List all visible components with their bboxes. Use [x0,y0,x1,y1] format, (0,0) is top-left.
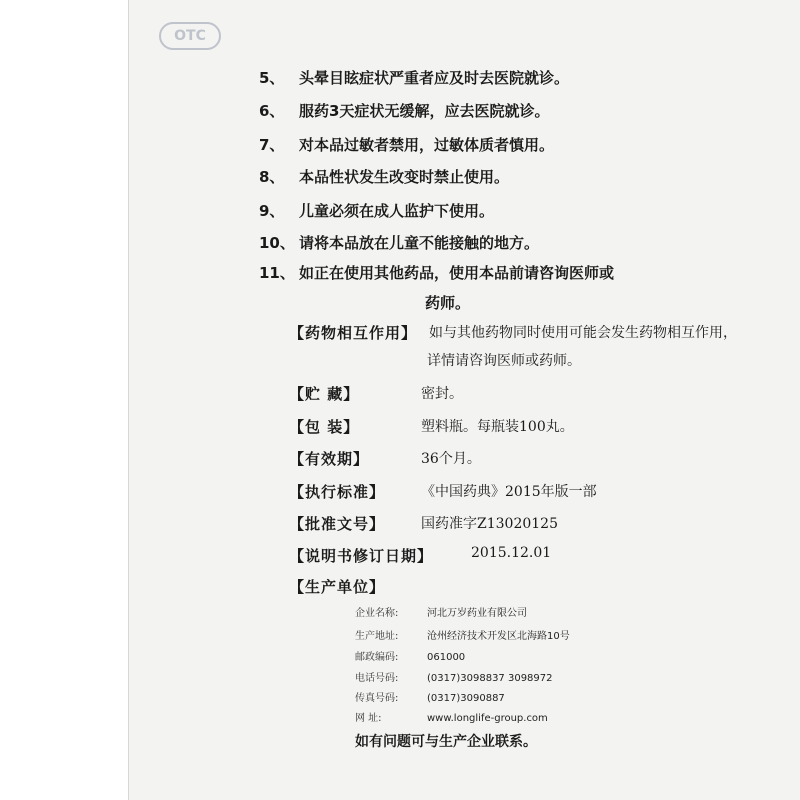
warning-number: 7、 [259,136,285,154]
company-value: (0317)3090887 [427,693,505,704]
warning-text: 服药3天症状无缓解，应去医院就诊。 [299,102,550,120]
warning-number: 10、 [259,234,295,252]
field-value: 密封。 [421,386,463,402]
field-label: 【包 装】 [289,418,360,436]
warning-text: 请将本品放在儿童不能接触的地方。 [299,234,540,252]
otc-badge: OTC [159,22,221,50]
company-fax-row [355,689,505,704]
field-label: 【生产单位】 [289,578,386,596]
field-drug-interaction [289,322,737,343]
warning-number: 5、 [259,69,285,87]
warning-text: 本品性状发生改变时禁止使用。 [299,168,510,186]
warning-item [259,232,539,253]
company-phone-row [355,669,553,684]
field-revision-date [289,545,552,566]
warning-item [259,262,614,283]
company-key: 网 址: [355,713,382,724]
field-manufacturer [289,576,385,597]
warning-text: 头晕目眩症状严重者应及时去医院就诊。 [299,69,570,87]
field-label: 【贮 藏】 [289,385,360,403]
warning-number: 8、 [259,168,285,186]
company-key: 生产地址: [355,631,399,642]
field-value: 36个月。 [421,451,481,467]
contact-note: 如有问题可与生产企业联系。 [355,734,537,750]
company-key: 邮政编码: [355,652,399,663]
field-value-continued: 详情请咨询医师或药师。 [427,353,581,369]
company-value: www.longlife-group.com [427,713,548,724]
company-value: 061000 [427,652,466,663]
warning-number: 9、 [259,202,285,220]
field-value: 2015.12.01 [471,545,552,561]
field-value: 如与其他药物同时使用可能会发生药物相互作用， [429,325,737,341]
warning-text-continued: 药师。 [425,294,471,312]
warning-text: 对本品过敏者禁用，过敏体质者慎用。 [299,136,555,154]
field-label: 【执行标准】 [289,483,386,501]
warning-item [259,200,494,221]
field-label: 【药物相互作用】 [289,324,418,342]
field-standard [289,481,597,502]
company-value: 沧州经济技术开发区北海路10号 [427,631,570,642]
company-address-row [355,627,570,642]
company-key: 电话号码: [355,673,399,684]
field-storage [289,383,463,404]
company-key: 企业名称: [355,608,399,619]
company-key: 传真号码: [355,693,399,704]
warning-text: 如正在使用其他药品，使用本品前请咨询医师或 [299,264,615,282]
warning-item [259,67,569,88]
field-approval-number [289,513,558,534]
warning-text: 儿童必须在成人监护下使用。 [299,202,495,220]
company-name-row [355,604,527,619]
company-value: 河北万岁药业有限公司 [427,608,527,619]
field-value: 塑料瓶。每瓶装100丸。 [421,419,574,435]
field-label: 【说明书修订日期】 [289,547,434,565]
leaflet-page [128,0,800,800]
company-value: (0317)3098837 3098972 [427,673,553,684]
warning-item [259,166,509,187]
field-label: 【批准文号】 [289,515,386,533]
field-value: 《中国药典》2015年版一部 [421,484,597,500]
warning-number: 6、 [259,102,285,120]
warning-item [259,134,554,155]
field-value: 国药准字Z13020125 [421,516,558,532]
company-postcode-row [355,648,465,663]
field-package [289,416,574,437]
warning-number: 11、 [259,264,295,282]
field-label: 【有效期】 [289,450,370,468]
warning-item [259,100,549,121]
field-validity [289,448,481,469]
company-website-row [355,709,548,724]
